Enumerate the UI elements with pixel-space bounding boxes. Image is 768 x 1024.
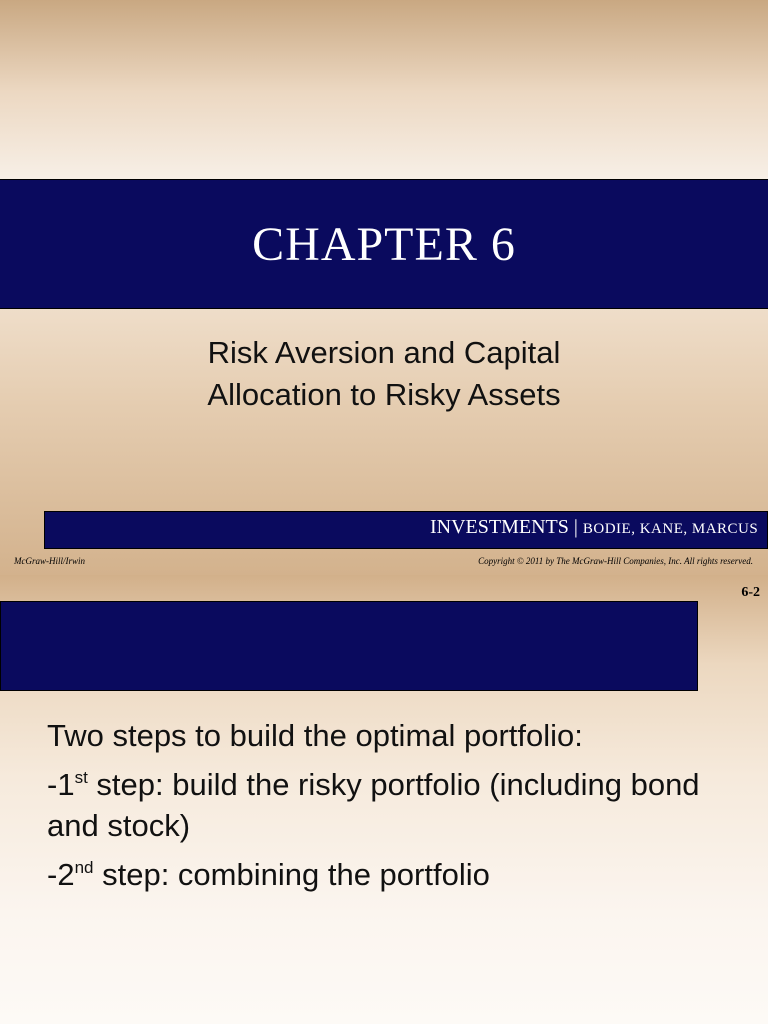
slide-two-steps (0, 575, 768, 1024)
step-2-ordinal: nd (74, 858, 94, 877)
step-1-prefix: -1 (47, 767, 75, 802)
step-2-item (47, 854, 747, 895)
step-1-ordinal: st (74, 768, 88, 787)
step-1-text: step: build the risky portfolio (including bond and stock) (47, 767, 700, 843)
chapter-subtitle (0, 332, 768, 416)
slide-body (47, 715, 747, 903)
chapter-title: CHAPTER 6 (252, 217, 516, 271)
publisher-label: McGraw-Hill/Irwin (14, 556, 85, 566)
step-2-prefix: -2 (47, 857, 75, 892)
body-heading: Two steps to build the optimal portfolio: (47, 718, 583, 753)
book-authors: BODIE, KANE, MARCUS (582, 521, 759, 537)
book-title: INVESTMENTS | (430, 516, 583, 538)
subtitle-line-1: Risk Aversion and Capital (207, 335, 561, 370)
subtitle-line-2: Allocation to Risky Assets (207, 377, 561, 412)
book-credit (430, 517, 760, 539)
slide-header-banner (0, 601, 698, 691)
step-2-text: step: combining the portfolio (93, 857, 490, 892)
chapter-title-banner (0, 179, 768, 309)
slide-number: 6-2 (741, 585, 760, 600)
copyright-notice: Copyright © 2011 by The McGraw-Hill Companies, Inc. All rights reserved. (478, 556, 753, 566)
step-1-item (47, 764, 747, 846)
